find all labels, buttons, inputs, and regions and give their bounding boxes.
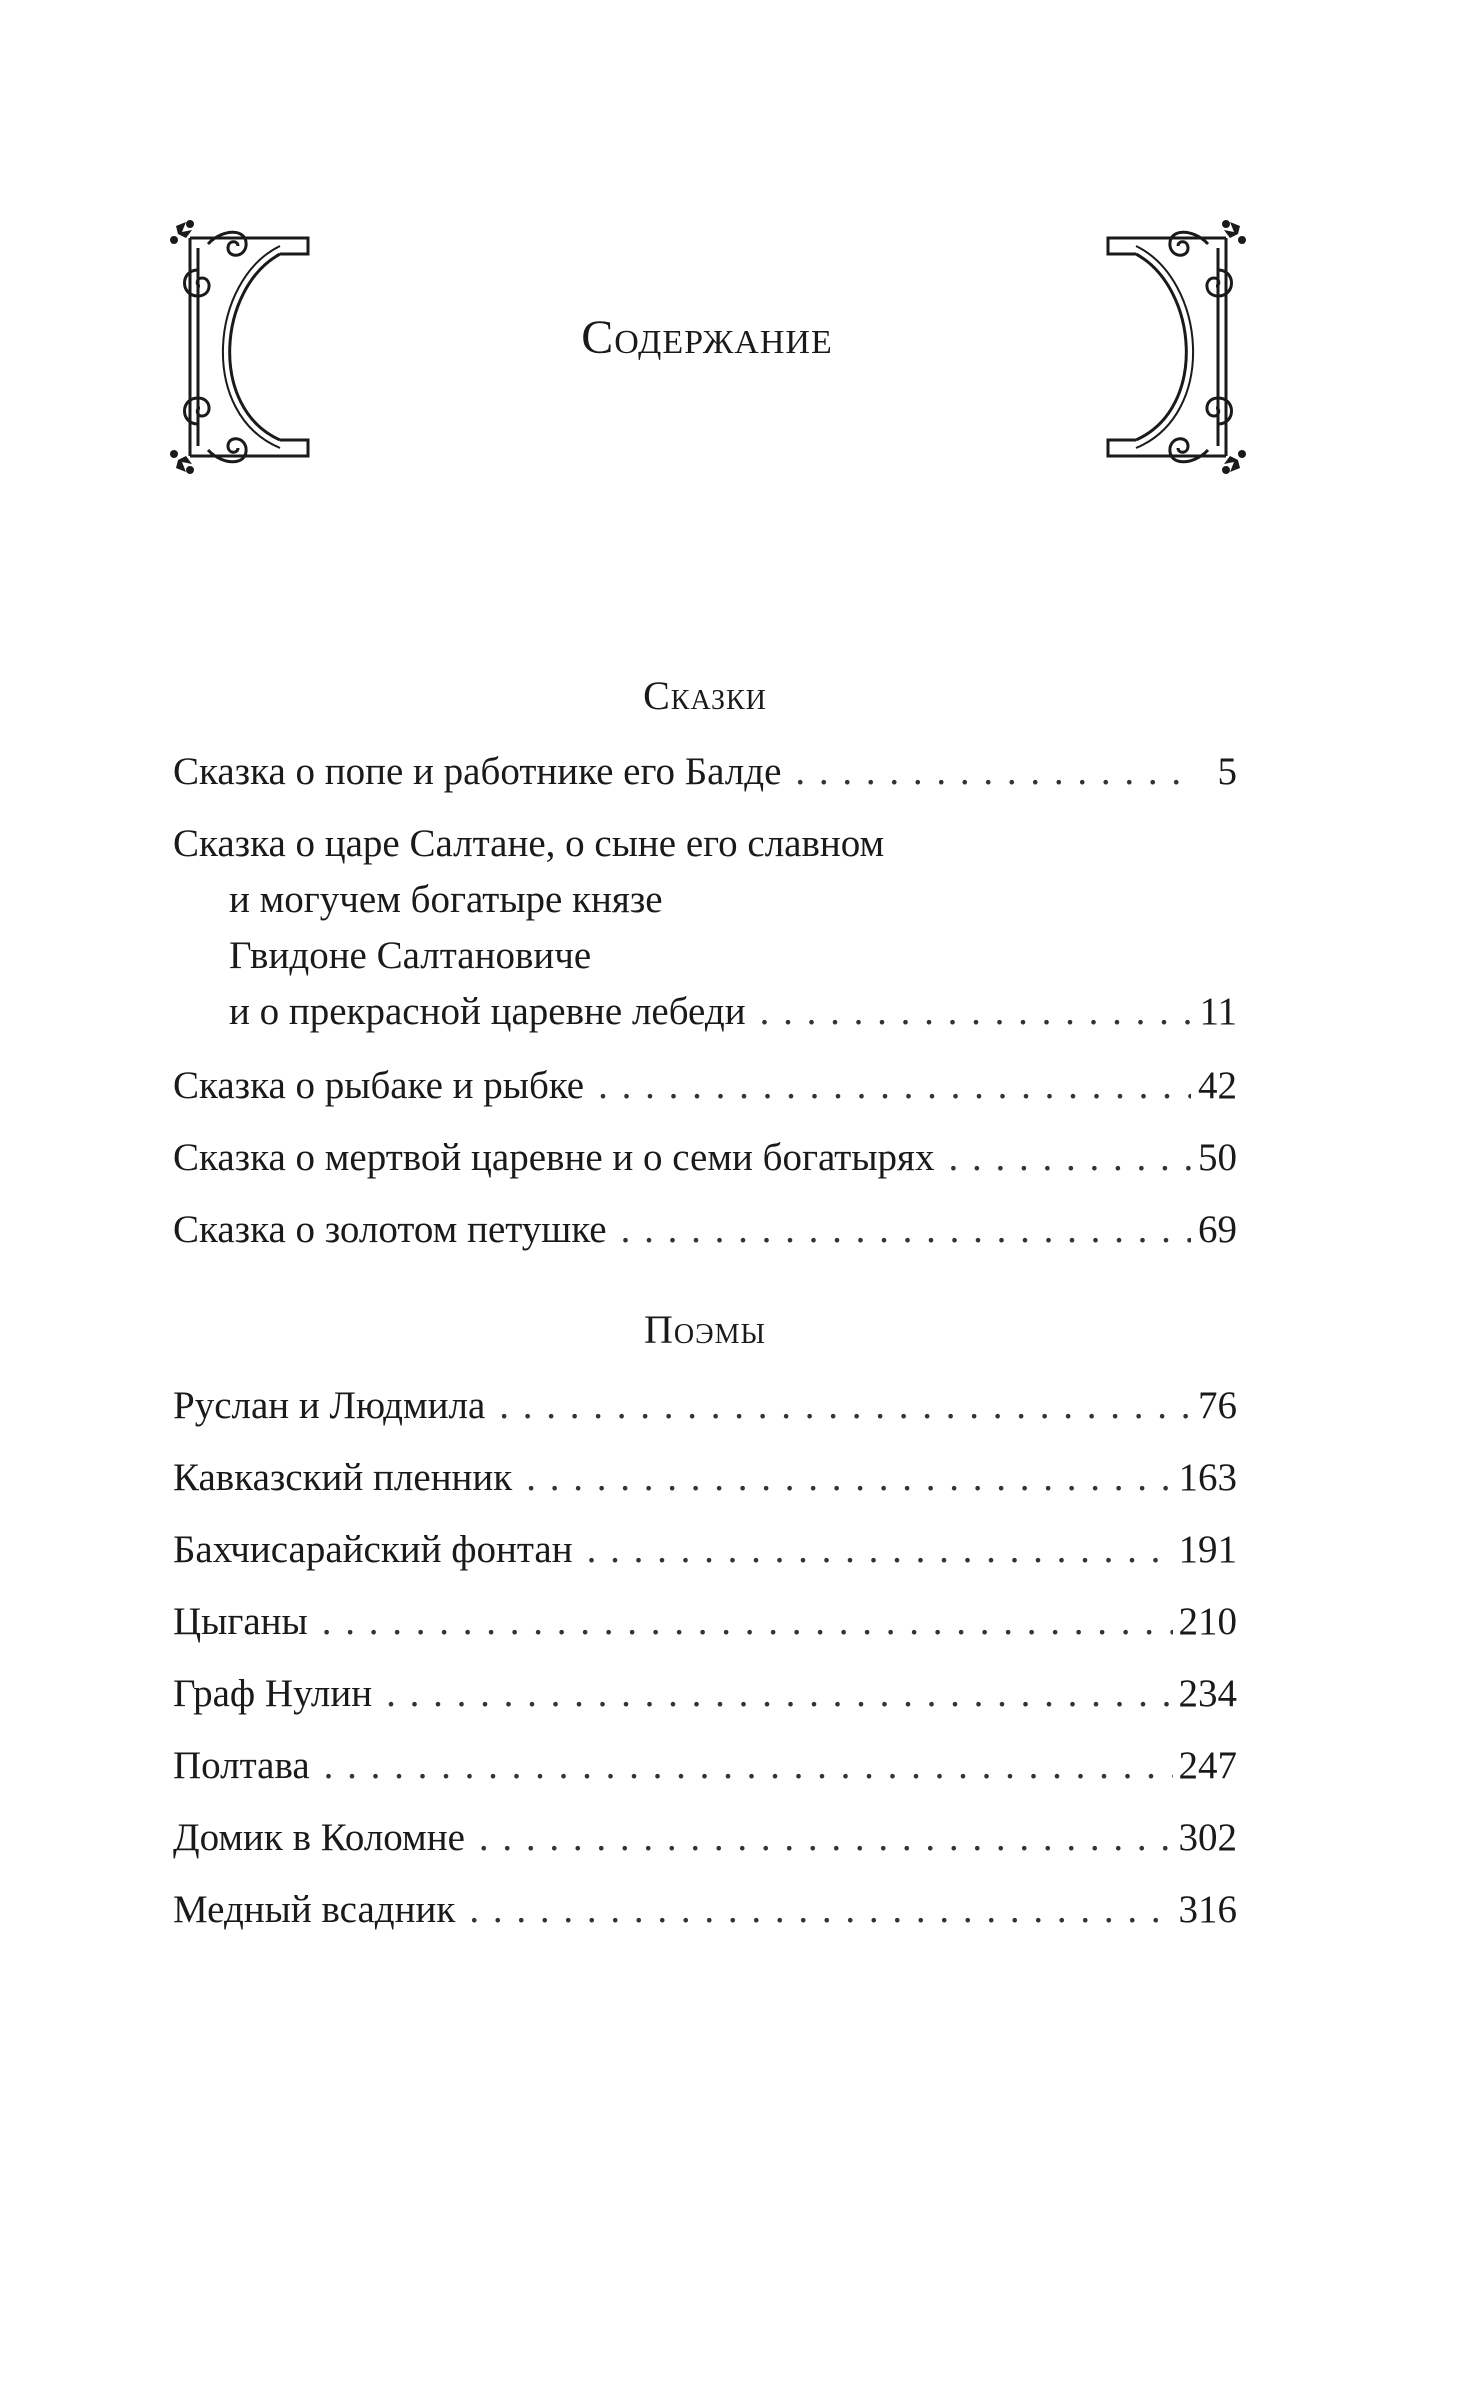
dot-leader	[587, 1522, 1173, 1578]
toc-entry-title: Сказка о мертвой царевне и о семи богатырях	[173, 1136, 935, 1179]
toc-entry[interactable]	[173, 1810, 1237, 1866]
dot-leader	[386, 1666, 1172, 1722]
toc-entry-title: Сказка о рыбаке и рыбке	[173, 1064, 585, 1107]
page-title: Содержание	[581, 311, 833, 364]
dot-leader	[469, 1882, 1172, 1938]
dot-leader	[760, 984, 1191, 1040]
toc-page-number: 210	[1178, 1600, 1237, 1643]
toc-page-number: 247	[1178, 1744, 1237, 1787]
dot-leader	[795, 744, 1191, 800]
toc-page-number: 316	[1178, 1888, 1237, 1931]
toc-entry[interactable]	[173, 1522, 1237, 1578]
toc-page-number: 191	[1178, 1528, 1237, 1571]
dot-leader	[526, 1450, 1172, 1506]
toc-entry-title: Кавказский пленник	[173, 1456, 513, 1499]
toc-entry[interactable]	[173, 1202, 1237, 1258]
toc-entry-title: Бахчисарайский фонтан	[173, 1528, 573, 1571]
toc-entry[interactable]	[173, 1882, 1237, 1938]
dot-leader	[499, 1378, 1191, 1434]
toc-page-number: 163	[1178, 1456, 1237, 1499]
toc-page-number: 234	[1178, 1672, 1237, 1715]
dot-leader	[322, 1594, 1173, 1650]
dot-leader	[948, 1130, 1191, 1186]
toc-entry-title: Цыганы	[173, 1600, 308, 1643]
toc-page-number: 302	[1178, 1816, 1237, 1859]
toc-entry-title: Медный всадник	[173, 1888, 456, 1931]
toc-entry[interactable]	[173, 1130, 1237, 1186]
toc-page-number: 50	[1198, 1136, 1237, 1179]
dot-leader	[479, 1810, 1173, 1866]
toc-entry-title-continued: Гвидоне Салтановиче	[229, 934, 592, 977]
toc-entry[interactable]	[173, 816, 1237, 1040]
toc-entry-title: Полтава	[173, 1744, 310, 1787]
toc-entry-title: Сказка о золотом петушке	[173, 1208, 607, 1251]
toc-entry[interactable]	[173, 1738, 1237, 1794]
toc-entry[interactable]	[173, 1378, 1237, 1434]
toc-entry[interactable]	[173, 1058, 1237, 1114]
toc-entry[interactable]	[173, 1666, 1237, 1722]
section-heading-poemy: Поэмы	[644, 1307, 766, 1352]
toc-entry-title-continued: и о прекрасной царевне лебеди	[229, 990, 746, 1033]
toc-entry-title: Сказка о царе Салтане, о сыне его славном	[173, 822, 885, 865]
toc-entry[interactable]	[173, 744, 1237, 800]
dot-leader	[621, 1202, 1191, 1258]
dot-leader	[598, 1058, 1191, 1114]
toc-page-number: 5	[1217, 750, 1237, 793]
toc-entry-title: Домик в Коломне	[173, 1816, 465, 1859]
toc-entry[interactable]	[173, 1594, 1237, 1650]
toc-entry[interactable]	[173, 1450, 1237, 1506]
toc-page-number: 76	[1198, 1384, 1237, 1427]
dot-leader	[324, 1738, 1173, 1794]
toc-page-number: 69	[1198, 1208, 1237, 1251]
toc-entry-title: Сказка о попе и работнике его Балде	[173, 750, 782, 793]
toc-page-number: 11	[1199, 990, 1237, 1033]
toc-entry-title-continued: и могучем богатыре князе	[229, 878, 663, 921]
toc-entry-title: Руслан и Людмила	[173, 1384, 486, 1427]
toc-entry-title: Граф Нулин	[173, 1672, 373, 1715]
toc-page-number: 42	[1198, 1064, 1237, 1107]
section-heading-skazki: Сказки	[643, 673, 767, 718]
